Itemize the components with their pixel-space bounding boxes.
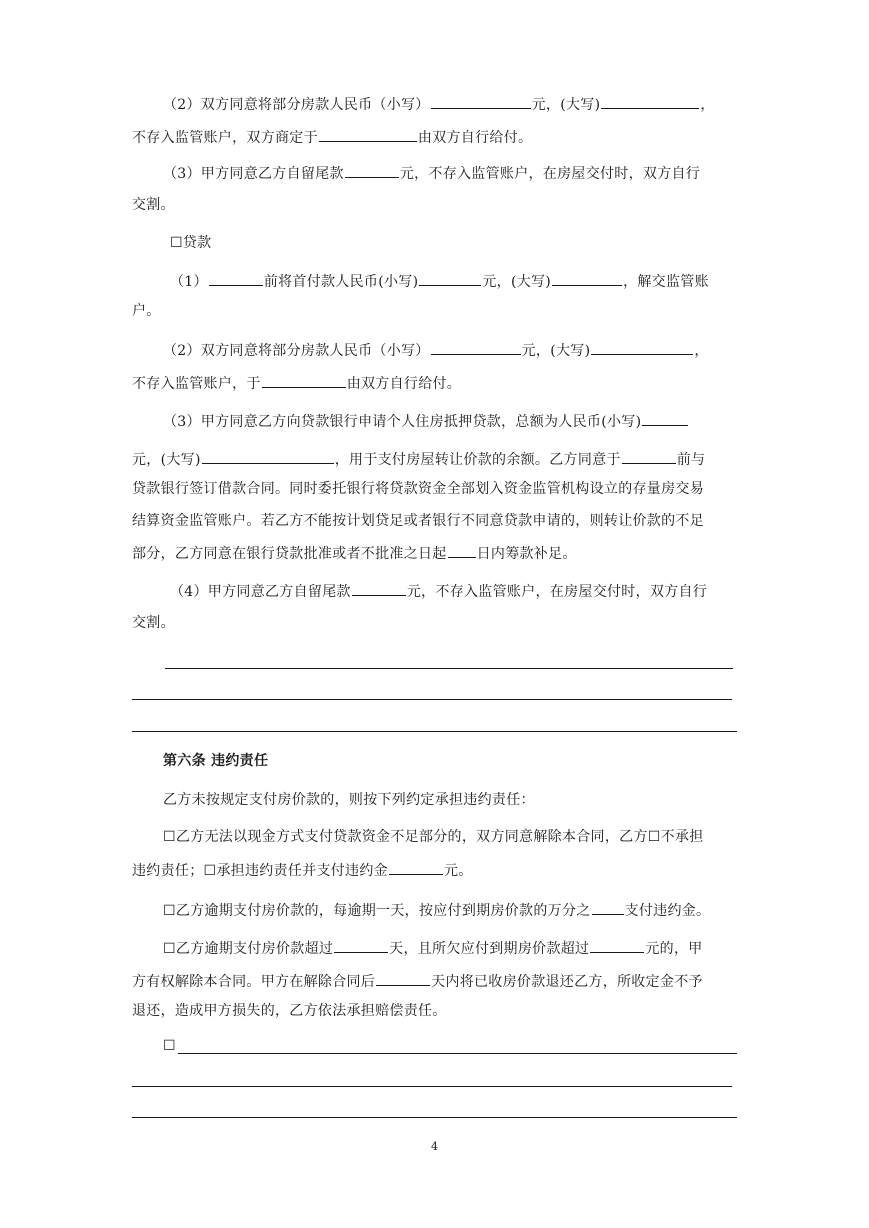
blank-field <box>431 93 531 109</box>
loan-clause-2-line-2: 不存入监管账户，于 由双方自行给付。 <box>132 372 737 394</box>
loan-clause-3-line-3: 贷款银行签订借款合同。同时委托银行将贷款资金全部划入资金监管机构设立的存量房交易 <box>132 481 704 497</box>
blank-field <box>389 859 443 875</box>
blank-field <box>592 899 624 915</box>
blank-field <box>262 372 346 388</box>
blank-field <box>642 410 688 426</box>
blank-field <box>419 270 481 286</box>
blank-field <box>202 448 334 464</box>
blank-rule <box>165 668 733 669</box>
article-6-intro: 乙方未按规定支付房价款的，则按下列约定承担违约责任： <box>163 792 535 808</box>
loan-clause-2-line-1: （2）双方同意将部分房款人民币（小写） 元，(大写) ， <box>163 339 768 361</box>
clause-2-line-1: （2）双方同意将部分房款人民币（小写） 元，(大写) ， <box>163 93 768 115</box>
blank-field <box>590 937 644 953</box>
article-6-option-1-line-1: ☐乙方无法以现金方式支付贷款资金不足部分的，双方同意解除本合同，乙方☐不承担 <box>163 829 704 845</box>
blank-field <box>352 580 406 596</box>
blank-field <box>591 339 693 355</box>
blank-field <box>601 93 699 109</box>
loan-heading: ☐贷款 <box>170 235 212 251</box>
page-number: 4 <box>431 1140 438 1153</box>
blank-field <box>209 270 263 286</box>
blank-field <box>319 126 417 142</box>
article-6-option-1-line-2: 违约责任；☐承担违约责任并支付违约金 元。 <box>132 859 737 881</box>
loan-clause-3-line-1: （3）甲方同意乙方向贷款银行申请个人住房抵押贷款，总额为人民币(小写) <box>163 410 768 432</box>
clause-3-line-2: 交割。 <box>132 197 175 213</box>
article-6-option-2: ☐乙方逾期支付房价款的，每逾期一天，按应付到期房价款的万分之 支付违约金。 <box>163 899 768 921</box>
blank-field <box>622 448 676 464</box>
loan-clause-1-line-1: （1） 前将首付款人民币(小写) 元，(大写) ，解交监管账 <box>170 270 775 292</box>
loan-clause-4-line-2: 交割。 <box>132 615 175 631</box>
article-6-heading: 第六条 违约责任 <box>163 753 269 769</box>
blank-field <box>431 339 521 355</box>
blank-field <box>552 270 622 286</box>
article-6-option-3-line-2: 方有权解除本合同。甲方在解除合同后 天内将已收房价款退还乙方，所收定金不予 <box>132 970 737 992</box>
article-6-option-3-line-3: 退还，造成甲方损失的，乙方依法承担赔偿责任。 <box>132 1003 447 1019</box>
blank-field <box>448 542 476 558</box>
article-6-option-other-checkbox: ☐ <box>163 1038 176 1054</box>
blank-rule <box>132 699 732 700</box>
loan-clause-1-line-2: 户。 <box>132 303 161 319</box>
clause-3-line-1: （3）甲方同意乙方自留尾款 元，不存入监管账户，在房屋交付时，双方自行 <box>163 162 768 184</box>
blank-rule <box>178 1053 737 1054</box>
blank-field <box>376 970 430 986</box>
loan-clause-3-line-5: 部分，乙方同意在银行贷款批准或者不批准之日起 日内筹款补足。 <box>132 542 737 564</box>
blank-rule <box>132 1117 737 1118</box>
article-6-option-3-line-1: ☐乙方逾期支付房价款超过 天，且所欠应付到期房价款超过 元的，甲 <box>163 937 768 959</box>
blank-rule <box>132 731 737 732</box>
clause-2-line-2: 不存入监管账户，双方商定于 由双方自行给付。 <box>132 126 737 148</box>
blank-field <box>334 937 388 953</box>
blank-field <box>345 162 399 178</box>
blank-rule <box>132 1086 732 1087</box>
loan-clause-4-line-1: （4）甲方同意乙方自留尾款 元，不存入监管账户，在房屋交付时，双方自行 <box>170 580 775 602</box>
loan-clause-3-line-4: 结算资金监管账户。若乙方不能按计划贷足或者银行不同意贷款申请的，则转让价款的不足 <box>132 513 704 529</box>
loan-clause-3-line-2: 元，(大写) ，用于支付房屋转让价款的余额。乙方同意于 前与 <box>132 448 737 470</box>
